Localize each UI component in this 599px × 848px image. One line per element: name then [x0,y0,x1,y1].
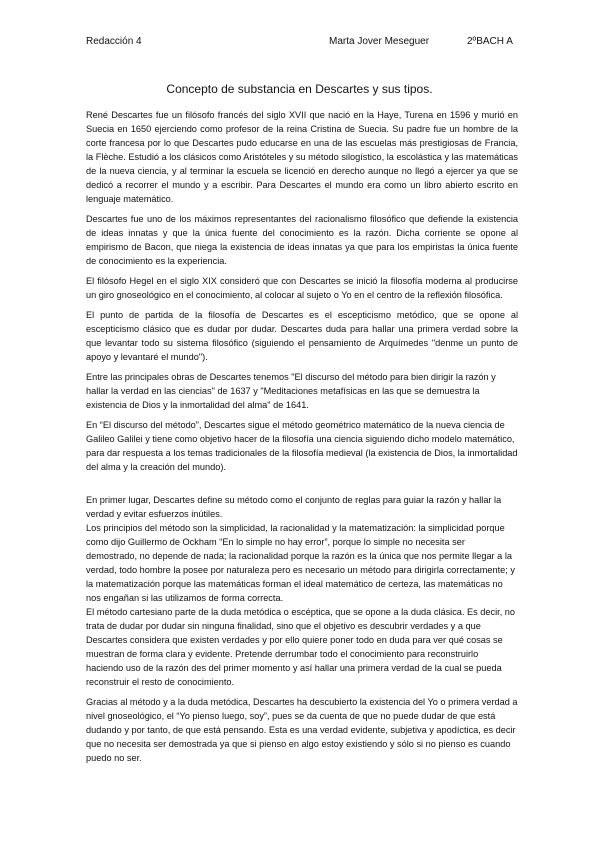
paragraph: En primer lugar, Descartes define su método como el conjunto de reglas para guiar la razón y hallar la verdad y evitar esfuerzos inútiles. [86,495,502,519]
paragraph: Descartes fue uno de los máximos representantes del racionalismo filosófico que defiende la existencia de ideas innatas y que la única fuente del conocimiento es la razón. Dicha corriente se opone al empirismo de Bacon, que niega la existencia de ideas innatas ya que para los empiristas la única fuente de conocimiento es la experiencia. [86,214,518,266]
paragraph: Gracias al método y a la duda metódica, Descartes ha descubierto la existencia del Yo o primera verdad a nivel gnoseológico, el “Yo pienso luego, soy”, pues se da cuenta de que no puede dudar de que está dudando y por tanto, de que está pensando. Esta es una verdad evidente, subjetiva y apodíctica, es decir que no necesita ser demostrada ya que si pienso en algo estoy existiendo y sólo si no pienso es cuando puedo no ser. [86,697,518,763]
paragraph: René Descartes fue un filósofo francés del siglo XVII que nació en la Haye, Turena en 1596 y murió en Suecia en 1650 ejerciendo como profesor de la reina Cristina de Suecia. Su padre fue un hombre de la corte francesa por lo que Descartes pudo educarse en una de las escuelas más prestigiosas de Francia, la Flèche. Estudió a los clásicos como Aristóteles y su método silogístico, la escolástica y las matemáticas de la nueva ciencia, y al terminar la escuela se licenció en derecho aunque no llegó a ejercer ya que se dedicó a recorrer el mundo y a escribir. Para Descartes el mundo era como un libro abierto escrito en lenguaje matemático. [86,110,518,204]
header-course: 2ºBACH A [467,36,513,47]
page-title: Concepto de substancia en Descartes y sus tipos. [166,82,433,96]
paragraph: En “El discurso del método”, Descartes sigue el método geométrico matemático de la nueva ciencia de Galileo Galilei y tiene como objetivo hacer de la filosofía una ciencia siguiendo dicho modelo matemático, para dar respuesta a los temas tradicionales de la filosofía medieval (la existencia de Dios, la inmortalidad del alma y la creación del mundo). [86,420,518,472]
header-author: Marta Jover Meseguer [329,36,430,47]
paragraph: Los principios del método son la simplicidad, la racionalidad y la matematización: la simplicidad porque como dijo Guillermo de Ockham “En lo simple no hay error”, porque lo simple no necesita ser demostrado, no depende de nada; la racionalidad porque la razón es la única que nos permite llegar a la verdad, todo hombre la posee por naturaleza pero es necesario un método para dirigirla correctamente; y la matematización porque las matemáticas forman el ideal matemático de certeza, las matemáticas no nos engañan si las utilizamos de forma correcta. [86,523,515,603]
header-label: Redacción 4 [86,36,142,47]
paragraph: El método cartesiano parte de la duda metódica o escéptica, que se opone a la duda clásica. Es decir, no trata de dudar por dudar sin ninguna finalidad, sino que el objetivo es descubrir verdades y a que Descartes considera que existen verdades y por ello quiere poner todo en duda para ver qué cosas se muestran de forma clara y evidente. Pretende derrumbar todo el conocimiento para reconstruirlo haciendo uso de la razón des del primer momento y así hallar una primera verdad de la cual se pueda reconstruir el resto de conocimiento. [86,607,516,687]
paragraph: El punto de partida de la filosofía de Descartes es el escepticismo metódico, que se opone al escepticismo clásico que es dudar por dudar. Descartes duda para hallar una primera verdad sobre la que levantar todo su sistema filosófico (siguiendo el pensamiento de Arquímedes "denme un punto de apoyo y levantaré el mundo"). [86,310,518,362]
paragraph: Entre las principales obras de Descartes tenemos "El discurso del método para bien dirigir la razón y hallar la verdad en las ciencias" de 1637 y "Meditaciones metafísicas en las que se demuestra la existencia de Dios y la inmortalidad del alma" de 1641. [86,372,496,410]
section-one [86,108,518,474]
paragraph: El filósofo Hegel en el siglo XIX consideró que con Descartes se inició la filosofía moderna al producirse un giro gnoseológico en el conocimiento, al colocar al sujeto o Yo en el centro de la reflexión filosófica. [86,276,518,300]
section-two [86,493,518,765]
